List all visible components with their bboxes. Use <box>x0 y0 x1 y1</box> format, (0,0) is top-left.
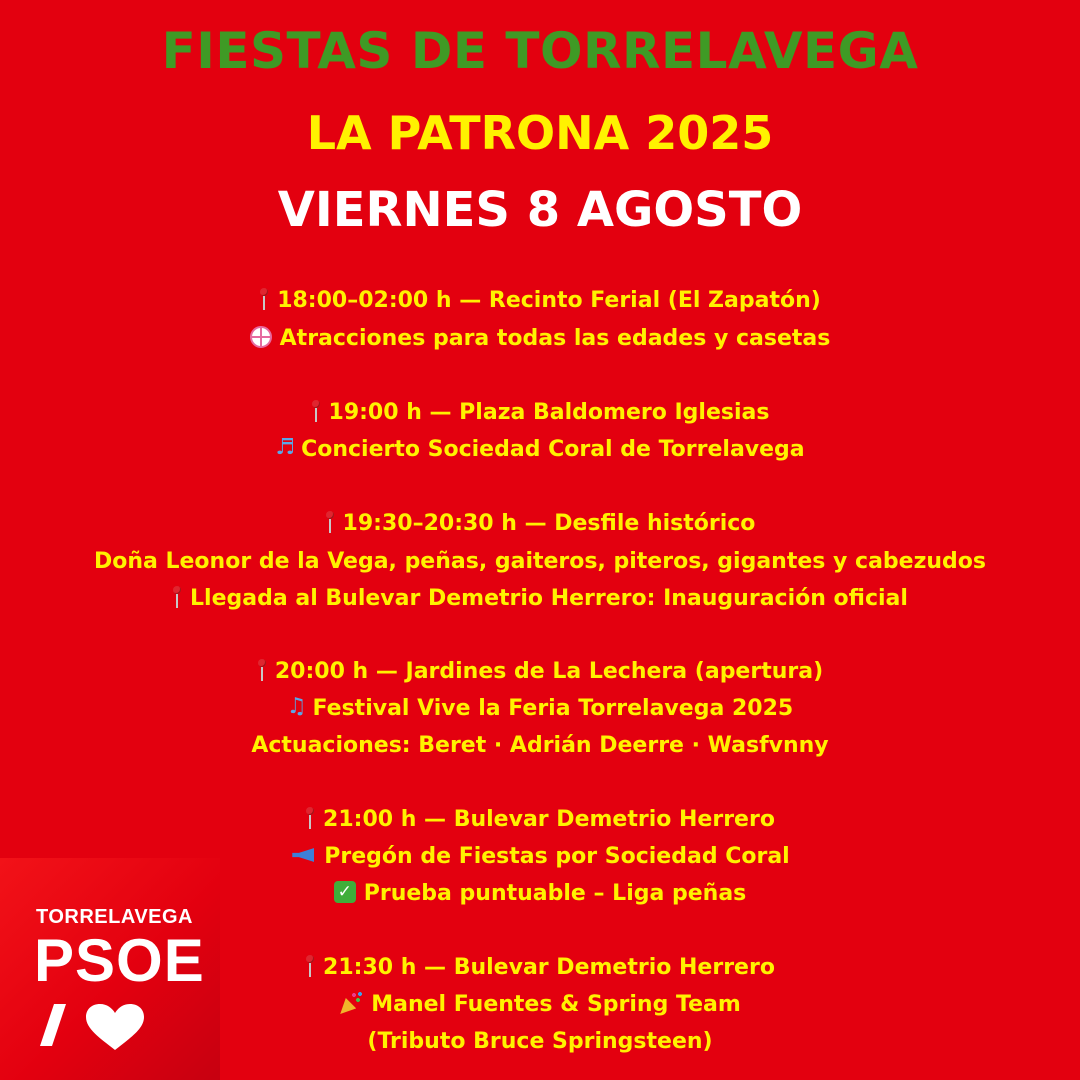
round-pushpin-icon <box>311 399 321 423</box>
event-line <box>0 547 1080 577</box>
event-text: Actuaciones: Beret · Adrián Deerre · Wasfvnny <box>251 733 829 758</box>
round-pushpin-icon <box>259 287 269 311</box>
event-text: Festival Vive la Feria Torrelavega 2025 <box>312 696 794 721</box>
event-text: Manel Fuentes & Spring Team <box>371 992 741 1017</box>
round-pushpin-icon <box>257 658 267 682</box>
event-text: 21:30 h — Bulevar Demetrio Herrero <box>323 955 775 980</box>
event-text: Prueba puntuable – Liga peñas <box>363 881 747 906</box>
event-line <box>0 509 1080 539</box>
party-popper-icon <box>339 992 363 1014</box>
logo-psoe-text: PSOE <box>34 927 205 994</box>
musical-note-icon: ♫ <box>286 694 307 719</box>
event-line <box>0 805 1080 835</box>
event-line <box>0 286 1080 316</box>
event-text: (Tributo Bruce Springsteen) <box>367 1029 713 1054</box>
slash-icon <box>40 1004 66 1046</box>
round-pushpin-icon <box>325 510 335 534</box>
event-text: 19:00 h — Plaza Baldomero Iglesias <box>328 400 770 425</box>
check-mark-button-icon: ✓ <box>334 881 356 903</box>
round-pushpin-icon <box>172 585 182 609</box>
musical-notes-icon: ♬ <box>275 435 296 460</box>
round-pushpin-icon <box>305 954 315 978</box>
page-title-fiestas: FIESTAS DE TORRELAVEGA <box>161 22 919 80</box>
page-date: VIERNES 8 AGOSTO <box>277 182 803 238</box>
event-line <box>0 435 1080 465</box>
event-text: 19:30–20:30 h — Desfile histórico <box>342 511 756 536</box>
ferris-wheel-icon <box>250 326 272 348</box>
event-text: Llegada al Bulevar Demetrio Herrero: Inauguración oficial <box>190 586 908 611</box>
page-subtitle-patrona: LA PATRONA 2025 <box>306 106 774 160</box>
round-pushpin-icon <box>305 806 315 830</box>
event-text: 18:00–02:00 h — Recinto Ferial (El Zapatón) <box>277 288 821 313</box>
event-text: Atracciones para todas las edades y casetas <box>279 326 831 351</box>
event-text: 21:00 h — Bulevar Demetrio Herrero <box>323 807 775 832</box>
event-text: Pregón de Fiestas por Sociedad Coral <box>324 844 790 869</box>
event-line <box>0 694 1080 724</box>
heart-icon <box>86 1004 144 1050</box>
event-text: Concierto Sociedad Coral de Torrelavega <box>301 437 805 462</box>
event-line <box>0 324 1080 354</box>
event-text: Doña Leonor de la Vega, peñas, gaiteros, piteros, gigantes y cabezudos <box>93 549 987 574</box>
event-line <box>0 657 1080 687</box>
event-line <box>0 398 1080 428</box>
logo-torrelavega-text: TORRELAVEGA <box>36 906 193 928</box>
event-line <box>0 731 1080 761</box>
event-text: 20:00 h — Jardines de La Lechera (apertura) <box>274 659 824 684</box>
megaphone-icon <box>290 846 316 864</box>
psoe-logo <box>0 858 220 1080</box>
event-line <box>0 584 1080 614</box>
